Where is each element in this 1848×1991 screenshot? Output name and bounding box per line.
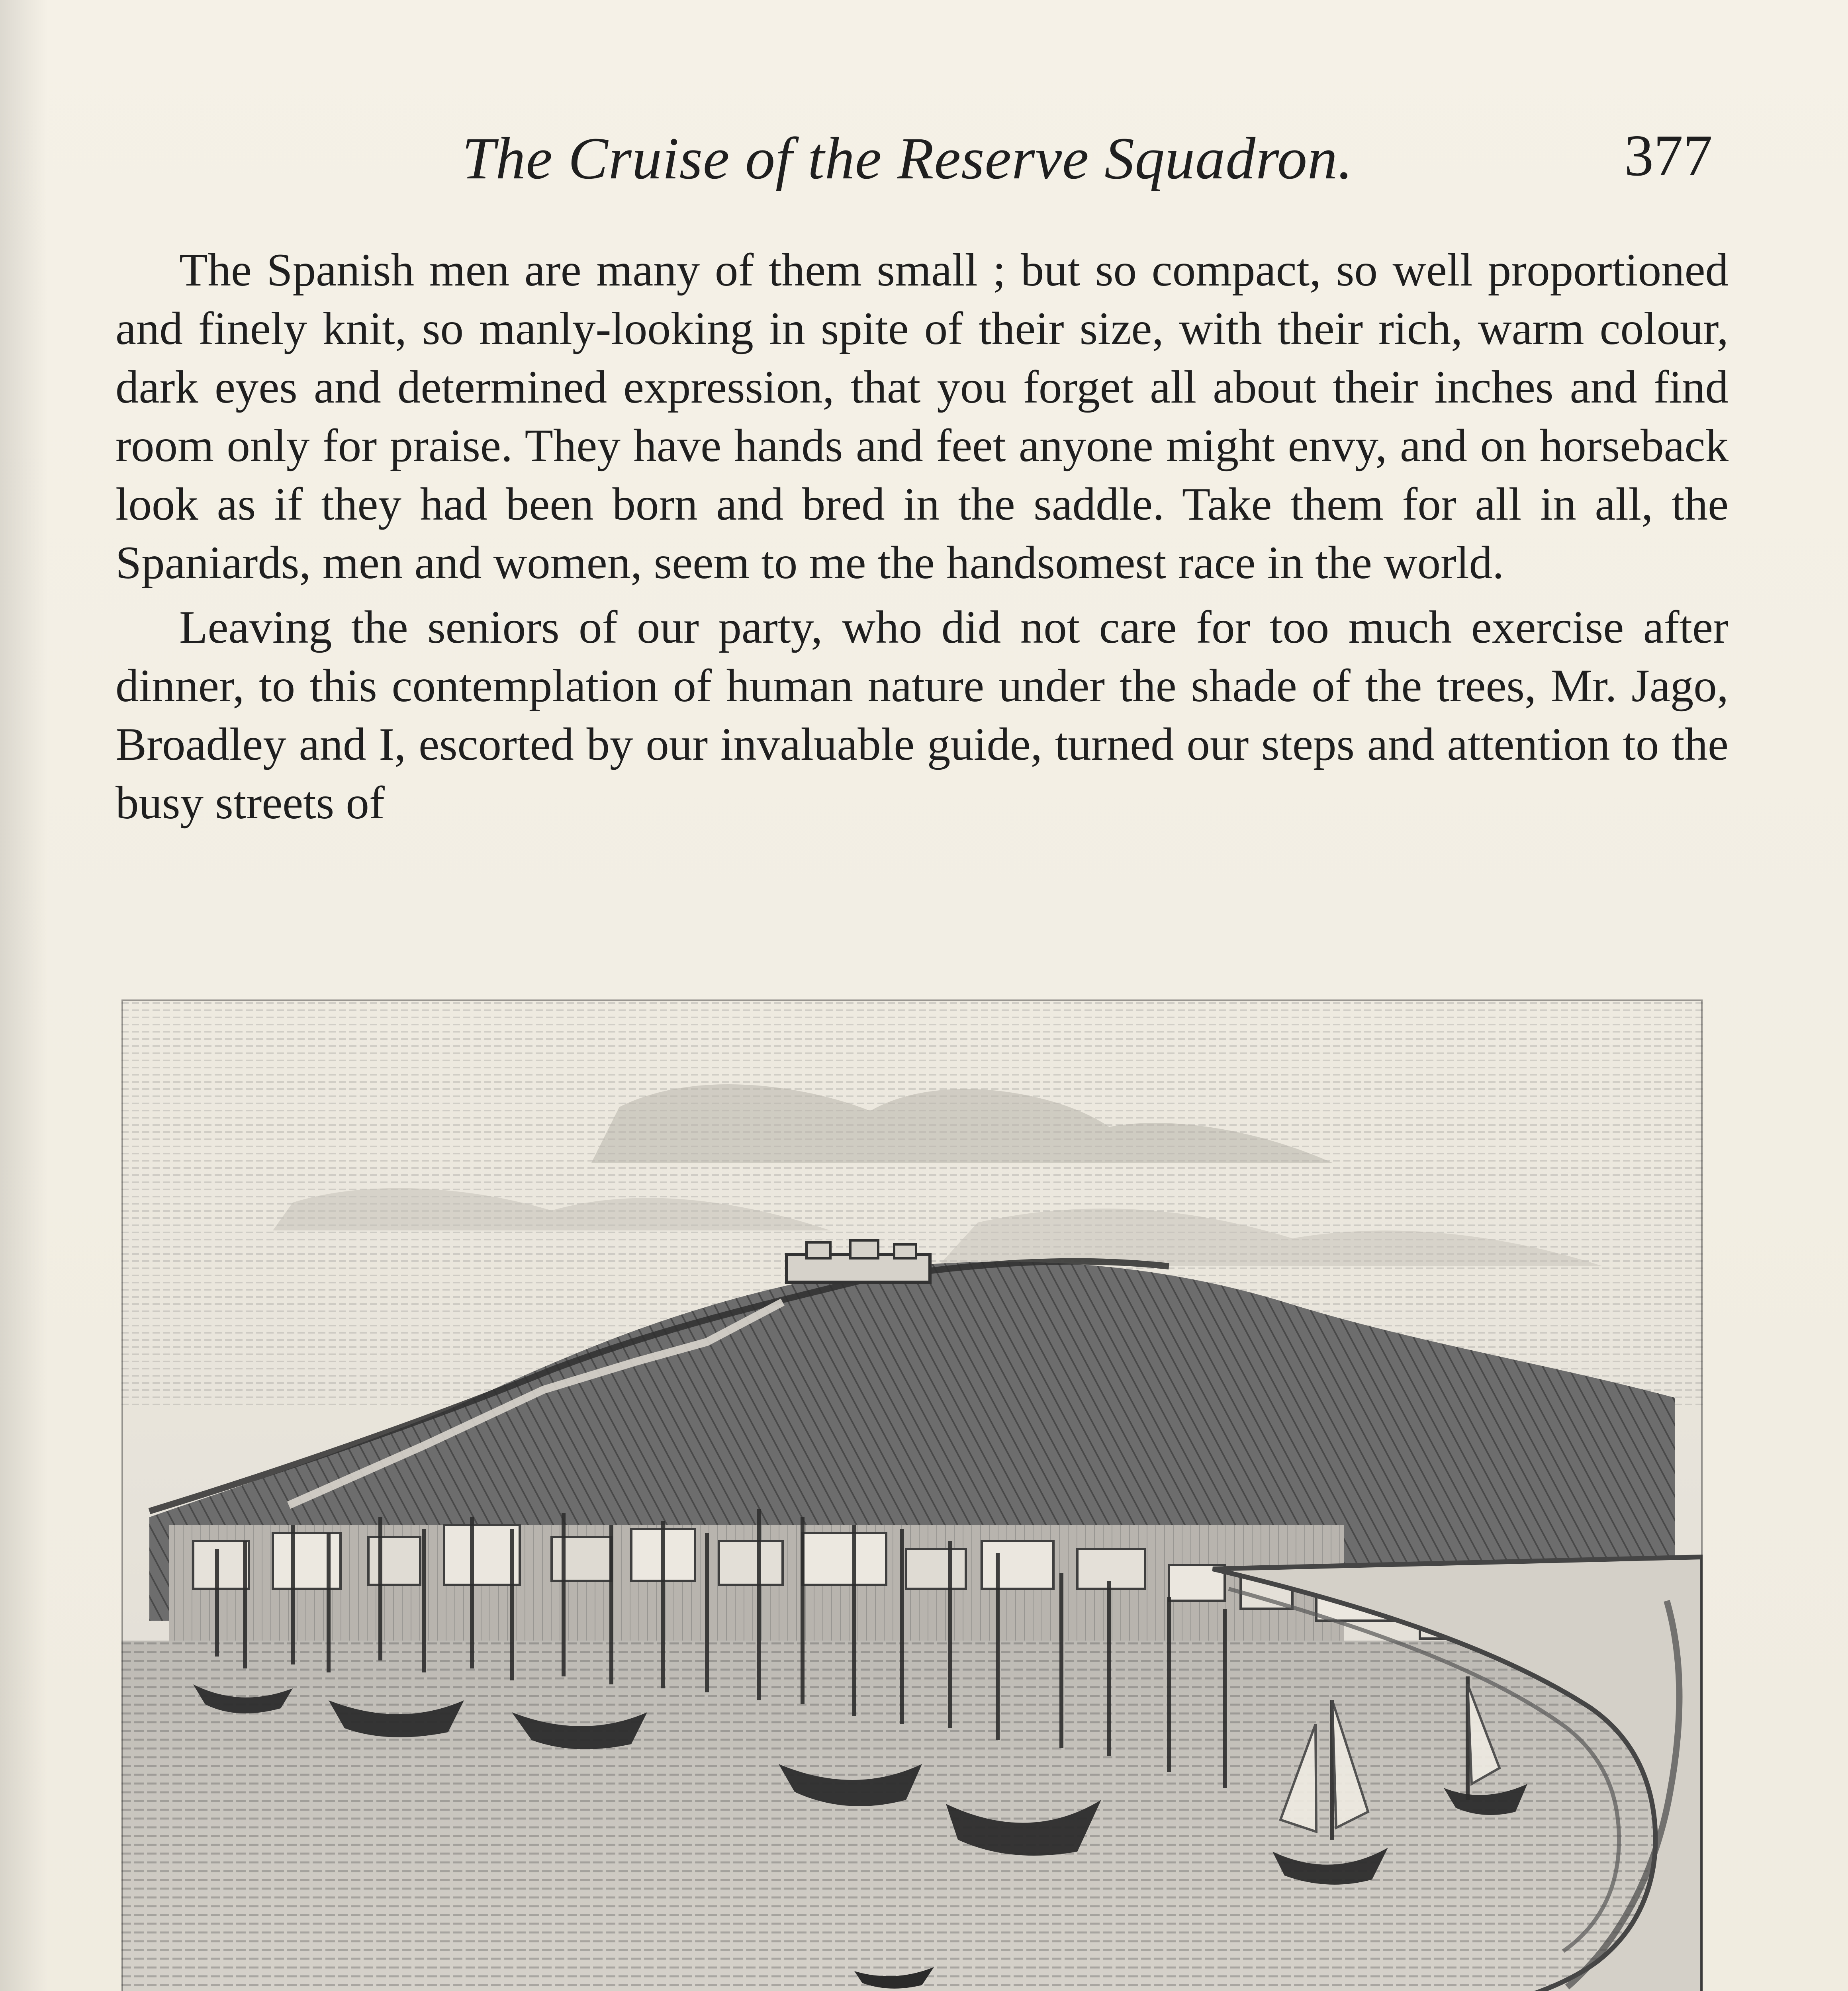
paragraph-top-2: Leaving the seniors of our party, who did not care for too much exercise after dinner, to this contemplation of human nature under the shade of the trees, Mr. Jago, Broadley and I, escorted by our invaluable guide, turned our steps and attention to the busy streets of bbox=[116, 602, 1729, 829]
water-hatching bbox=[121, 1641, 1703, 1991]
page-header bbox=[119, 119, 1729, 199]
top-text-block bbox=[116, 241, 1729, 832]
page-number: 377 bbox=[1624, 123, 1713, 188]
paragraph-top-1: The Spanish men are many of them small ; but so compact, so well proportioned and finely knit, so manly-looking in spite of their size, with their rich, warm colour, dark eyes and determined expression, that you forget all about their inches and find room only for praise. They have hands and feet anyone might envy, and on horseback look as if they had been born and bred in the saddle. Take them for all in all, the Spaniards, men and women, seem to me the handsomest race in the world. bbox=[116, 244, 1729, 589]
port-illustration bbox=[121, 999, 1703, 1991]
running-head: The Cruise of the Reserve Squadron. bbox=[462, 125, 1353, 192]
page-edge-shadow bbox=[0, 0, 48, 1991]
harbor-engraving bbox=[121, 999, 1703, 1991]
